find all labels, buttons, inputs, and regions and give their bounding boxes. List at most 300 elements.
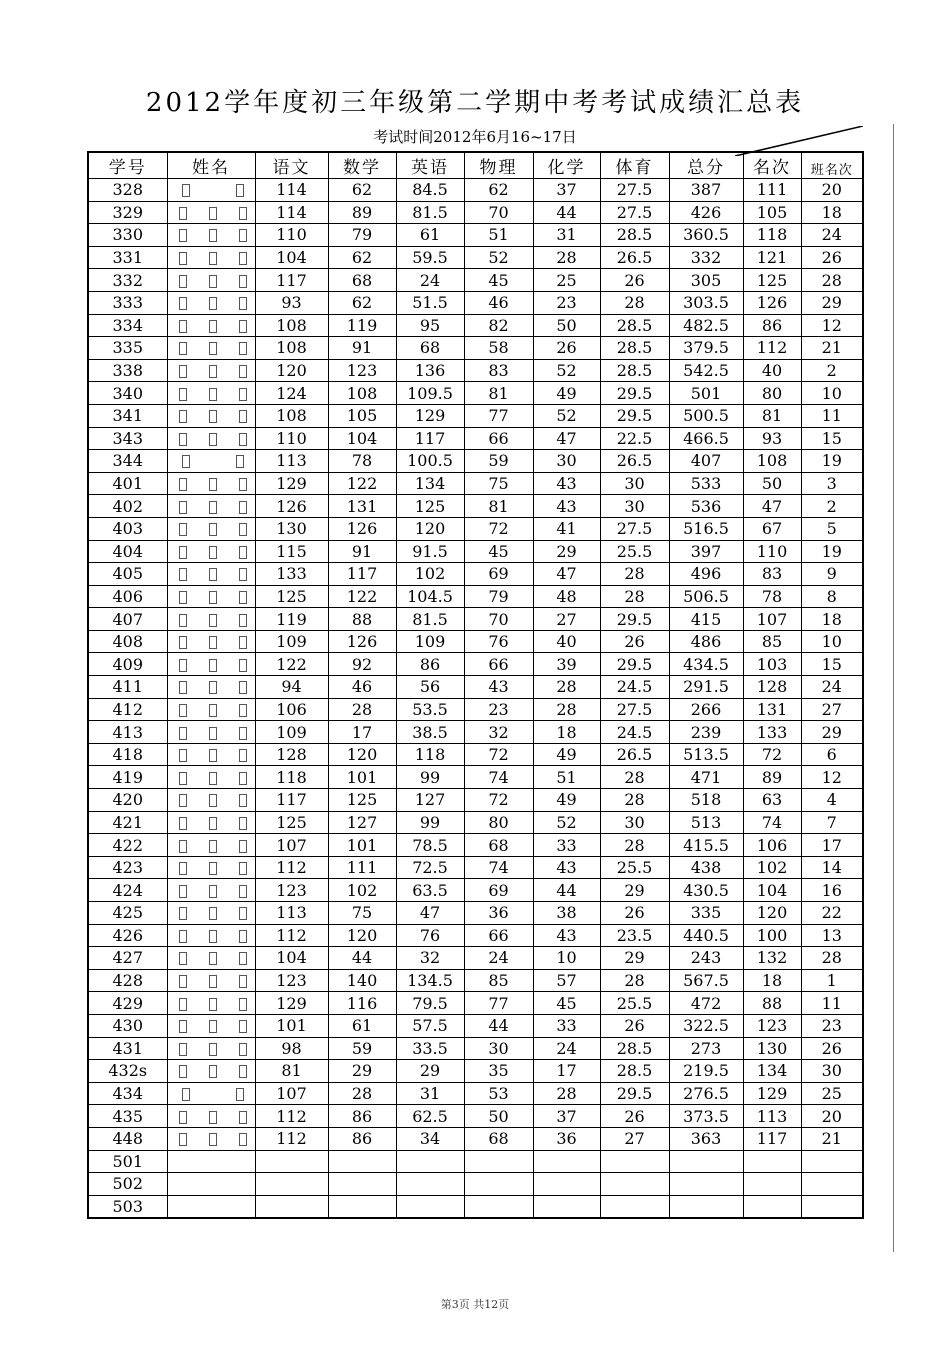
cell-physics: 80: [464, 811, 533, 834]
cell-chinese: [255, 1150, 328, 1173]
cell-name: [167, 834, 255, 857]
missing-glyph-icon: [179, 817, 187, 830]
cell-physics: 70: [464, 201, 533, 224]
cell-rank: 50: [743, 472, 801, 495]
cell-class-rank: 27: [801, 698, 863, 721]
cell-english: 61: [396, 224, 464, 247]
cell-student-id: 421: [88, 811, 167, 834]
missing-glyph-icon: [239, 1065, 247, 1078]
cell-class-rank: 19: [801, 540, 863, 563]
cell-student-id: 423: [88, 856, 167, 879]
cell-name: [167, 789, 255, 812]
cell-chinese: 113: [255, 902, 328, 925]
header-class-rank: 班名次: [801, 152, 863, 179]
table-row: [88, 201, 863, 224]
cell-chemistry: 30: [533, 450, 600, 473]
table-row: [88, 1127, 863, 1150]
table-row: [88, 382, 863, 405]
cell-total: 363: [669, 1127, 743, 1150]
table-row: [88, 789, 863, 812]
missing-glyph-icon: [209, 952, 217, 965]
cell-math: 108: [328, 382, 396, 405]
cell-math: 62: [328, 291, 396, 314]
cell-english: 79.5: [396, 992, 464, 1015]
cell-physics: 43: [464, 676, 533, 699]
missing-glyph-icon: [179, 862, 187, 875]
cell-total: 407: [669, 450, 743, 473]
cell-physics: 30: [464, 1037, 533, 1060]
missing-glyph-icon: [239, 636, 247, 649]
cell-name: [167, 291, 255, 314]
cell-chemistry: 52: [533, 404, 600, 427]
missing-glyph-icon: [179, 772, 187, 785]
cell-chinese: 104: [255, 246, 328, 269]
table-body: [88, 179, 863, 1219]
missing-glyph-icon: [209, 907, 217, 920]
cell-english: 62.5: [396, 1105, 464, 1128]
missing-glyph-icon: [179, 727, 187, 740]
missing-glyph-icon: [236, 1088, 244, 1101]
cell-english: 68: [396, 337, 464, 360]
cell-total: 482.5: [669, 314, 743, 337]
cell-student-id: 341: [88, 404, 167, 427]
cell-rank: 133: [743, 721, 801, 744]
missing-glyph-icon: [209, 704, 217, 717]
missing-glyph-icon: [239, 207, 247, 220]
cell-chinese: 112: [255, 1127, 328, 1150]
cell-physics: 23: [464, 698, 533, 721]
missing-glyph-icon: [239, 749, 247, 762]
missing-glyph-icon: [236, 184, 244, 197]
cell-pe: 29: [600, 947, 669, 970]
cell-chemistry: 18: [533, 721, 600, 744]
missing-glyph-icon: [179, 749, 187, 762]
cell-chemistry: 23: [533, 291, 600, 314]
cell-chemistry: 28: [533, 676, 600, 699]
missing-glyph-icon: [239, 885, 247, 898]
missing-glyph-icon: [209, 546, 217, 559]
cell-student-id: 405: [88, 563, 167, 586]
missing-glyph-icon: [179, 681, 187, 694]
table-row: [88, 902, 863, 925]
cell-math: 59: [328, 1037, 396, 1060]
cell-english: 99: [396, 811, 464, 834]
cell-pe: 26.5: [600, 246, 669, 269]
cell-total: 430.5: [669, 879, 743, 902]
cell-english: 84.5: [396, 179, 464, 202]
cell-physics: 72: [464, 517, 533, 540]
cell-rank: 105: [743, 201, 801, 224]
missing-glyph-icon: [209, 342, 217, 355]
missing-glyph-icon: [239, 681, 247, 694]
cell-chemistry: 47: [533, 427, 600, 450]
header-physics: 物理: [464, 152, 533, 179]
cell-chinese: 117: [255, 269, 328, 292]
cell-pe: 25.5: [600, 540, 669, 563]
exam-date: 考试时间2012年6月16~17日: [373, 128, 577, 146]
missing-glyph-icon: [209, 727, 217, 740]
table-row: [88, 1173, 863, 1196]
missing-glyph-icon: [239, 1111, 247, 1124]
cell-class-rank: 9: [801, 563, 863, 586]
header-english: 英语: [396, 152, 464, 179]
header-rank: 名次: [743, 152, 801, 179]
table-row: [88, 811, 863, 834]
cell-english: 31: [396, 1082, 464, 1105]
table-row: [88, 969, 863, 992]
cell-physics: 35: [464, 1060, 533, 1083]
cell-physics: 85: [464, 969, 533, 992]
missing-glyph-icon: [179, 840, 187, 853]
missing-glyph-icon: [179, 975, 187, 988]
missing-glyph-icon: [179, 207, 187, 220]
cell-chemistry: 49: [533, 789, 600, 812]
cell-chemistry: 26: [533, 337, 600, 360]
cell-math: 117: [328, 563, 396, 586]
cell-pe: [600, 1150, 669, 1173]
cell-chemistry: 40: [533, 630, 600, 653]
cell-rank: 103: [743, 653, 801, 676]
cell-english: 81.5: [396, 201, 464, 224]
cell-name: [167, 1173, 255, 1196]
cell-chemistry: 29: [533, 540, 600, 563]
cell-name: [167, 992, 255, 1015]
cell-physics: [464, 1173, 533, 1196]
cell-name: [167, 314, 255, 337]
cell-physics: 51: [464, 224, 533, 247]
cell-pe: 24.5: [600, 676, 669, 699]
cell-student-id: 338: [88, 359, 167, 382]
cell-pe: 27.5: [600, 517, 669, 540]
cell-english: 117: [396, 427, 464, 450]
cell-name: [167, 179, 255, 202]
cell-total: 496: [669, 563, 743, 586]
cell-chemistry: 17: [533, 1060, 600, 1083]
cell-student-id: 330: [88, 224, 167, 247]
cell-math: 119: [328, 314, 396, 337]
cell-physics: 32: [464, 721, 533, 744]
cell-name: [167, 608, 255, 631]
cell-total: 415.5: [669, 834, 743, 857]
missing-glyph-icon: [179, 478, 187, 491]
table-row: [88, 721, 863, 744]
missing-glyph-icon: [239, 523, 247, 536]
cell-chemistry: 37: [533, 1105, 600, 1128]
table-row: [88, 924, 863, 947]
cell-pe: 30: [600, 495, 669, 518]
cell-rank: 117: [743, 1127, 801, 1150]
cell-name: [167, 359, 255, 382]
cell-class-rank: 30: [801, 1060, 863, 1083]
cell-student-id: 434: [88, 1082, 167, 1105]
cell-total: 466.5: [669, 427, 743, 450]
cell-total: 518: [669, 789, 743, 812]
cell-student-id: 419: [88, 766, 167, 789]
cell-class-rank: 20: [801, 1105, 863, 1128]
missing-glyph-icon: [239, 501, 247, 514]
missing-glyph-icon: [179, 252, 187, 265]
cell-total: 501: [669, 382, 743, 405]
cell-chinese: 107: [255, 834, 328, 857]
missing-glyph-icon: [209, 501, 217, 514]
cell-student-id: 424: [88, 879, 167, 902]
cell-math: 122: [328, 585, 396, 608]
cell-chemistry: [533, 1150, 600, 1173]
cell-chemistry: 39: [533, 653, 600, 676]
missing-glyph-icon: [179, 794, 187, 807]
cell-name: [167, 947, 255, 970]
cell-math: 61: [328, 1014, 396, 1037]
cell-name: [167, 1060, 255, 1083]
cell-physics: 75: [464, 472, 533, 495]
cell-total: 322.5: [669, 1014, 743, 1037]
missing-glyph-icon: [209, 1111, 217, 1124]
cell-name: [167, 472, 255, 495]
missing-glyph-icon: [209, 320, 217, 333]
cell-pe: 27: [600, 1127, 669, 1150]
cell-pe: 30: [600, 811, 669, 834]
cell-name: [167, 246, 255, 269]
cell-total: 567.5: [669, 969, 743, 992]
cell-name: [167, 540, 255, 563]
table-row: [88, 1105, 863, 1128]
cell-rank: 118: [743, 224, 801, 247]
cell-pe: 27.5: [600, 179, 669, 202]
table-row: [88, 653, 863, 676]
cell-class-rank: 15: [801, 427, 863, 450]
cell-rank: [743, 1195, 801, 1218]
cell-math: 140: [328, 969, 396, 992]
missing-glyph-icon: [239, 568, 247, 581]
cell-pe: 28: [600, 789, 669, 812]
cell-physics: 36: [464, 902, 533, 925]
cell-total: 440.5: [669, 924, 743, 947]
cell-class-rank: 15: [801, 653, 863, 676]
missing-glyph-icon: [239, 817, 247, 830]
cell-physics: [464, 1150, 533, 1173]
cell-class-rank: 17: [801, 834, 863, 857]
cell-pe: 26: [600, 269, 669, 292]
cell-rank: 112: [743, 337, 801, 360]
cell-student-id: 413: [88, 721, 167, 744]
cell-total: 332: [669, 246, 743, 269]
cell-chinese: 124: [255, 382, 328, 405]
cell-total: 291.5: [669, 676, 743, 699]
cell-english: 109.5: [396, 382, 464, 405]
cell-english: 134: [396, 472, 464, 495]
cell-class-rank: 16: [801, 879, 863, 902]
cell-class-rank: 28: [801, 947, 863, 970]
cell-chemistry: 49: [533, 743, 600, 766]
cell-chinese: 114: [255, 179, 328, 202]
cell-chinese: 109: [255, 721, 328, 744]
missing-glyph-icon: [179, 885, 187, 898]
cell-rank: 107: [743, 608, 801, 631]
cell-english: 81.5: [396, 608, 464, 631]
cell-math: 79: [328, 224, 396, 247]
cell-pe: 29.5: [600, 1082, 669, 1105]
cell-english: 57.5: [396, 1014, 464, 1037]
cell-math: 89: [328, 201, 396, 224]
cell-pe: 29.5: [600, 653, 669, 676]
missing-glyph-icon: [239, 229, 247, 242]
cell-physics: 58: [464, 337, 533, 360]
cell-physics: 74: [464, 856, 533, 879]
cell-total: 516.5: [669, 517, 743, 540]
missing-glyph-icon: [209, 975, 217, 988]
cell-name: [167, 698, 255, 721]
missing-glyph-icon: [209, 998, 217, 1011]
cell-math: 28: [328, 1082, 396, 1105]
cell-pe: 26.5: [600, 450, 669, 473]
cell-rank: 80: [743, 382, 801, 405]
cell-name: [167, 585, 255, 608]
missing-glyph-icon: [239, 794, 247, 807]
cell-rank: 81: [743, 404, 801, 427]
cell-name: [167, 902, 255, 925]
missing-glyph-icon: [209, 1065, 217, 1078]
cell-english: 125: [396, 495, 464, 518]
cell-physics: 69: [464, 879, 533, 902]
missing-glyph-icon: [209, 568, 217, 581]
missing-glyph-icon: [209, 772, 217, 785]
cell-name: [167, 653, 255, 676]
cell-pe: 28.5: [600, 1060, 669, 1083]
cell-english: 109: [396, 630, 464, 653]
cell-chemistry: 49: [533, 382, 600, 405]
cell-total: 486: [669, 630, 743, 653]
missing-glyph-icon: [209, 252, 217, 265]
cell-rank: 83: [743, 563, 801, 586]
cell-class-rank: 11: [801, 992, 863, 1015]
cell-physics: 62: [464, 179, 533, 202]
cell-math: 92: [328, 653, 396, 676]
cell-chemistry: 43: [533, 495, 600, 518]
cell-student-id: 409: [88, 653, 167, 676]
cell-student-id: 503: [88, 1195, 167, 1218]
cell-class-rank: 2: [801, 495, 863, 518]
cell-pe: 29.5: [600, 382, 669, 405]
missing-glyph-icon: [239, 614, 247, 627]
missing-glyph-icon: [209, 817, 217, 830]
cell-class-rank: 5: [801, 517, 863, 540]
cell-class-rank: 4: [801, 789, 863, 812]
missing-glyph-icon: [236, 455, 244, 468]
cell-total: 239: [669, 721, 743, 744]
missing-glyph-icon: [179, 501, 187, 514]
cell-math: 28: [328, 698, 396, 721]
cell-chinese: 117: [255, 789, 328, 812]
table-header-row: [88, 152, 863, 179]
cell-english: 76: [396, 924, 464, 947]
cell-class-rank: 23: [801, 1014, 863, 1037]
cell-name: [167, 1195, 255, 1218]
cell-math: 46: [328, 676, 396, 699]
cell-rank: 123: [743, 1014, 801, 1037]
page-footer: 第3页 共12页: [440, 1298, 510, 1311]
page-title: 2012学年度初三年级第二学期中考考试成绩汇总表: [145, 88, 805, 118]
cell-math: 116: [328, 992, 396, 1015]
table-row: [88, 179, 863, 202]
table-row: [88, 1060, 863, 1083]
cell-total: 500.5: [669, 404, 743, 427]
cell-rank: 132: [743, 947, 801, 970]
cell-chemistry: 52: [533, 359, 600, 382]
cell-student-id: 408: [88, 630, 167, 653]
missing-glyph-icon: [179, 1065, 187, 1078]
table-row: [88, 495, 863, 518]
cell-chinese: 113: [255, 450, 328, 473]
cell-math: 17: [328, 721, 396, 744]
cell-student-id: 431: [88, 1037, 167, 1060]
cell-name: [167, 404, 255, 427]
cell-chemistry: 51: [533, 766, 600, 789]
cell-math: [328, 1173, 396, 1196]
cell-math: 104: [328, 427, 396, 450]
cell-class-rank: 19: [801, 450, 863, 473]
cell-pe: 28: [600, 585, 669, 608]
table-row: [88, 517, 863, 540]
cell-chemistry: 28: [533, 1082, 600, 1105]
cell-english: 78.5: [396, 834, 464, 857]
cell-chemistry: 41: [533, 517, 600, 540]
cell-class-rank: 6: [801, 743, 863, 766]
table-row: [88, 676, 863, 699]
cell-math: [328, 1150, 396, 1173]
table-row: [88, 630, 863, 653]
cell-chinese: 93: [255, 291, 328, 314]
cell-name: [167, 856, 255, 879]
cell-rank: 121: [743, 246, 801, 269]
cell-english: 29: [396, 1060, 464, 1083]
cell-physics: 52: [464, 246, 533, 269]
cell-pe: 29.5: [600, 404, 669, 427]
cell-chinese: 120: [255, 359, 328, 382]
cell-rank: [743, 1150, 801, 1173]
cell-name: [167, 563, 255, 586]
header-chemistry: 化学: [533, 152, 600, 179]
cell-student-id: 402: [88, 495, 167, 518]
cell-name: [167, 1150, 255, 1173]
cell-name: [167, 427, 255, 450]
table-row: [88, 450, 863, 473]
cell-class-rank: 18: [801, 608, 863, 631]
cell-chemistry: 38: [533, 902, 600, 925]
cell-total: 219.5: [669, 1060, 743, 1083]
cell-student-id: 435: [88, 1105, 167, 1128]
cell-student-id: 425: [88, 902, 167, 925]
missing-glyph-icon: [182, 184, 190, 197]
table-row: [88, 879, 863, 902]
cell-math: 75: [328, 902, 396, 925]
cell-physics: 77: [464, 404, 533, 427]
cell-pe: 26: [600, 630, 669, 653]
cell-total: 360.5: [669, 224, 743, 247]
cell-student-id: 422: [88, 834, 167, 857]
table-row: [88, 472, 863, 495]
cell-pe: 28.5: [600, 224, 669, 247]
table-row: [88, 269, 863, 292]
cell-chemistry: 43: [533, 924, 600, 947]
cell-chinese: 129: [255, 472, 328, 495]
cell-total: 273: [669, 1037, 743, 1060]
cell-pe: 26: [600, 902, 669, 925]
missing-glyph-icon: [179, 320, 187, 333]
cell-student-id: 412: [88, 698, 167, 721]
cell-name: [167, 224, 255, 247]
cell-rank: 72: [743, 743, 801, 766]
cell-chinese: 118: [255, 766, 328, 789]
